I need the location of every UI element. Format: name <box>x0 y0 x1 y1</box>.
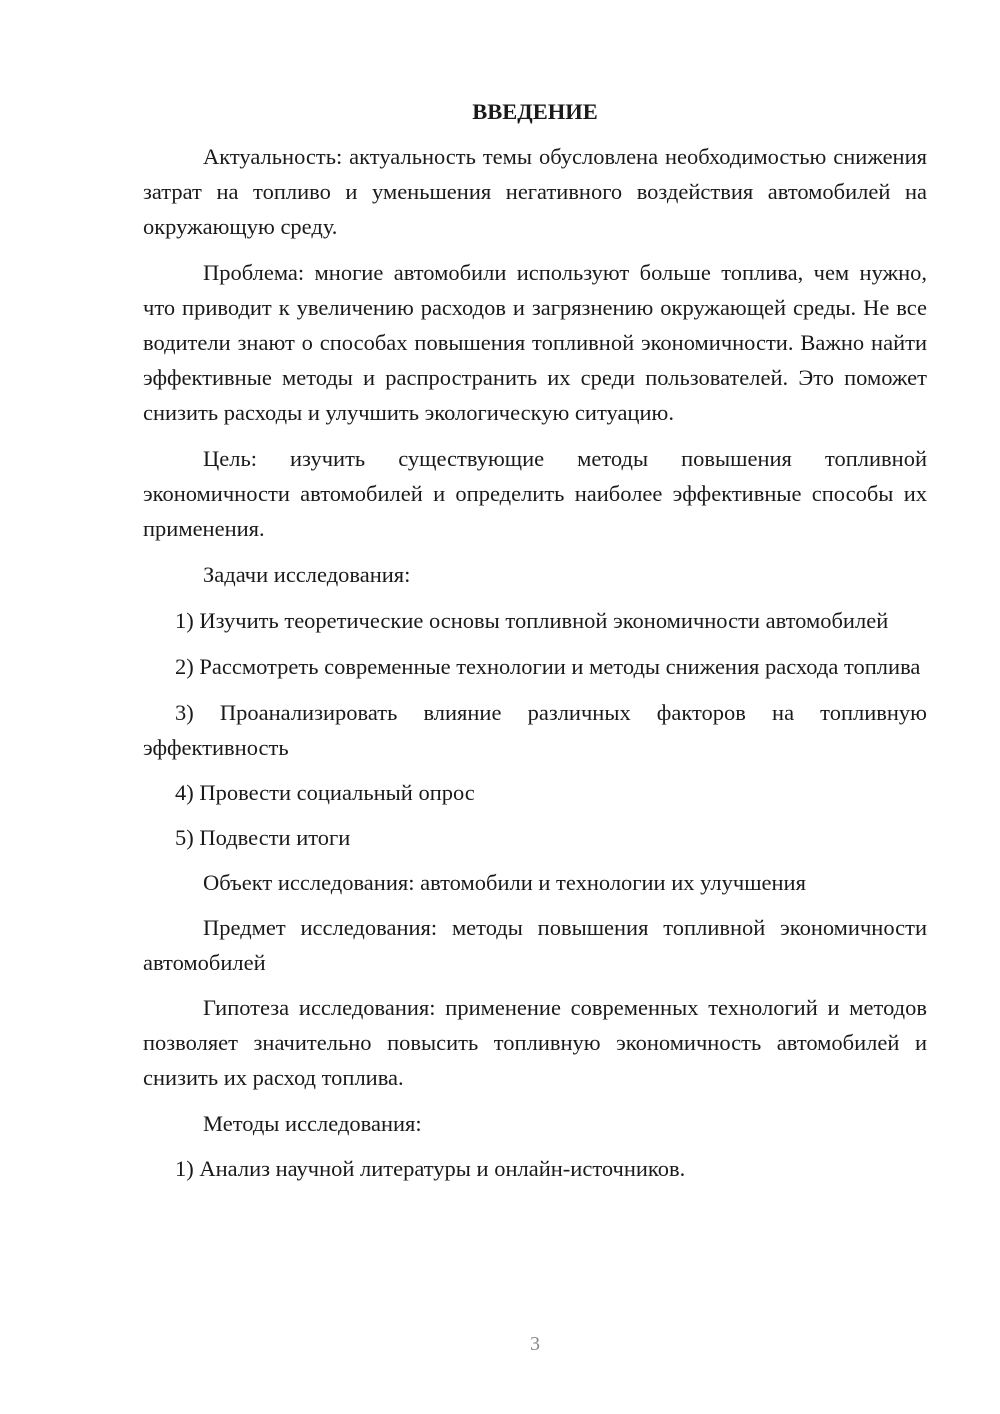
problem-paragraph: Проблема: многие автомобили используют больше топлива, чем нужно, что приводит к увеличению расходов и загрязнению окружающей среды. Не все водители знают о способах повышения топливной экономичности. Важно найти эффективные методы и распространить их среди пользователей. Это поможет снизить расходы и улучшить экологическую ситуацию. <box>143 260 927 425</box>
relevance-paragraph: Актуальность: актуальность темы обусловлена необходимостью снижения затрат на топливо и уменьшения негативного воздействия автомобилей на окружающую среду. <box>143 144 927 239</box>
page-number: 3 <box>530 1333 540 1355</box>
task-item: 4) Провести социальный опрос <box>175 780 475 805</box>
document-body <box>143 94 927 1186</box>
subject-paragraph: Предмет исследования: методы повышения топливной экономичности автомобилей <box>143 915 927 975</box>
tasks-heading: Задачи исследования: <box>203 562 411 587</box>
goal-paragraph: Цель: изучить существующие методы повышения топливной экономичности автомобилей и определить наиболее эффективные способы их применения. <box>143 446 927 541</box>
method-item: 1) Анализ научной литературы и онлайн-источников. <box>175 1156 686 1181</box>
task-item: 2) Рассмотреть современные технологии и методы снижения расхода топлива <box>175 654 921 679</box>
methods-heading: Методы исследования: <box>203 1111 422 1136</box>
task-item: 5) Подвести итоги <box>175 825 351 850</box>
task-item: 1) Изучить теоретические основы топливной экономичности автомобилей <box>175 608 889 633</box>
hypothesis-paragraph: Гипотеза исследования: применение современных технологий и методов позволяет значительно повысить топливную экономичность автомобилей и снизить их расход топлива. <box>143 995 927 1090</box>
object-paragraph: Объект исследования: автомобили и технологии их улучшения <box>203 870 806 895</box>
section-title: ВВЕДЕНИЕ <box>472 99 598 124</box>
task-item: 3) Проанализировать влияние различных факторов на топливную эффективность <box>143 700 927 760</box>
